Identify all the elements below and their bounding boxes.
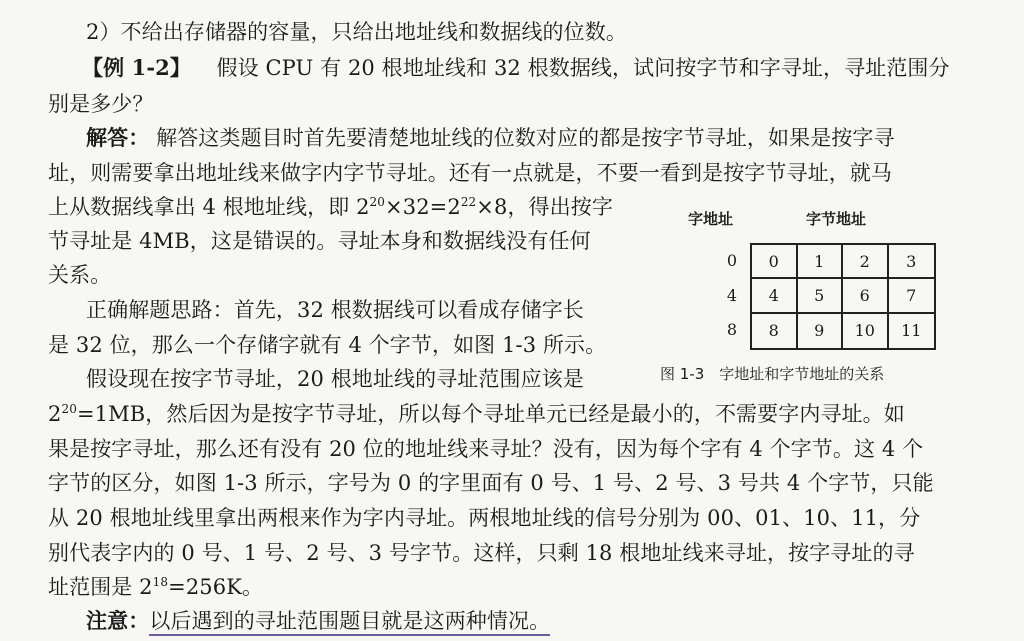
text-line-17-prefix: 址范围是 2 — [48, 575, 153, 599]
text-line-5 — [48, 155, 892, 191]
word-address-8: 8 — [726, 320, 738, 339]
text-line-1-content: 2）不给出存储器的容量，只给出地址线和数据线的位数。 — [86, 20, 627, 44]
answer-label: 解答： — [86, 125, 150, 150]
text-line-2 — [82, 50, 950, 86]
byte-cell: 7 — [889, 279, 935, 313]
byte-cell: 8 — [752, 314, 798, 348]
text-line-3 — [48, 86, 154, 122]
note-text: 以后遇到的寻址范围题目就是这两种情况。 — [149, 609, 550, 636]
text-line-18 — [86, 603, 550, 639]
byte-cell: 10 — [843, 314, 889, 348]
text-line-6-suffix: ×8，得出按字 — [476, 195, 613, 219]
superscript-20-b: 20 — [61, 402, 77, 416]
superscript-18: 18 — [152, 575, 169, 589]
text-line-5-content: 址，则需要拿出地址线来做字内字节寻址。还有一点就是，不要一看到是按字节寻址，就马 — [48, 161, 892, 185]
text-line-6-prefix: 上从数据线拿出 4 根地址线，即 2 — [48, 195, 370, 219]
text-line-3-content: 别是多少？ — [48, 92, 154, 116]
text-line-16-content: 别代表字内的 0 号、1 号、2 号、3 号字节。这样，只剩 18 根地址线来寻址，按字寻址的寻 — [48, 541, 915, 565]
text-line-12-base: 2 — [48, 402, 62, 426]
text-line-11 — [86, 361, 584, 397]
text-line-1 — [86, 14, 627, 50]
text-line-10-content: 是 32 位，那么一个存储字就有 4 个字节，如图 1-3 所示。 — [48, 333, 607, 357]
byte-cell: 0 — [752, 245, 798, 279]
figure-caption: 图 1-3 字地址和字节地址的关系 — [660, 365, 885, 383]
text-line-12 — [48, 396, 905, 432]
byte-cell: 6 — [843, 279, 889, 313]
example-label: 【例 1-2】 — [82, 55, 191, 80]
text-line-17-suffix: =256K。 — [168, 575, 264, 599]
note-label: 注意： — [86, 608, 150, 633]
byte-cell: 5 — [798, 279, 844, 313]
text-line-7 — [48, 223, 591, 259]
word-address-0: 0 — [726, 251, 738, 270]
text-line-8-content: 关系。 — [48, 263, 112, 287]
text-line-7-content: 节寻址是 4MB，这是错误的。寻址本身和数据线没有任何 — [48, 229, 591, 253]
superscript-20: 20 — [369, 195, 386, 209]
text-line-9 — [86, 292, 584, 328]
text-line-12-content: =1MB，然后因为是按字节寻址，所以每个寻址单元已经是最小的，不需要字内寻址。如 — [76, 402, 905, 426]
text-line-6 — [48, 189, 613, 225]
text-line-14-content: 字节的区分，如图 1-3 所示，字号为 0 的字里面有 0 号、1 号、2 号、3 号共 4 个字节，只能 — [48, 471, 934, 495]
byte-cell: 9 — [798, 314, 844, 348]
text-line-16 — [48, 535, 915, 571]
text-line-15-content: 从 20 根地址线里拿出两根来作为字内寻址。两根地址线的信号分别为 00、01、10、11，分 — [48, 506, 921, 530]
text-line-6-middle: ×32=2 — [385, 195, 461, 219]
text-line-11-content: 假设现在按字节寻址，20 根地址线的寻址范围应该是 — [86, 367, 584, 391]
text-line-8 — [48, 257, 111, 293]
text-line-13 — [48, 431, 923, 467]
text-line-13-content: 果是按字寻址，那么还有没有 20 位的地址线来寻址？没有，因为每个字有 4 个字节。这 4 个 — [48, 437, 924, 461]
text-line-4 — [86, 120, 895, 156]
text-line-10 — [48, 327, 606, 363]
superscript-22: 22 — [460, 195, 477, 209]
text-line-2-content: 假设 CPU 有 20 根地址线和 32 根数据线，试问按字节和字寻址，寻址范围分 — [216, 56, 950, 80]
text-line-17 — [48, 569, 263, 605]
word-byte-address-figure — [658, 208, 958, 388]
text-line-9-content: 正确解题思路：首先，32 根数据线可以看成存储字长 — [86, 298, 584, 322]
byte-cell: 4 — [752, 279, 798, 313]
byte-cell: 1 — [798, 245, 844, 279]
text-line-14 — [48, 465, 934, 501]
byte-cell: 11 — [901, 321, 922, 341]
byte-cell: 2 — [843, 245, 889, 279]
word-address-4: 4 — [726, 286, 738, 305]
byte-address-grid — [750, 243, 936, 350]
word-address-header: 字地址 — [688, 210, 734, 228]
byte-address-header: 字节地址 — [806, 210, 867, 228]
text-line-4-content: 解答这类题目时首先要清楚地址线的位数对应的都是按字节寻址，如果是按字寻 — [156, 126, 895, 150]
byte-cell: 3 — [889, 245, 935, 279]
text-line-15 — [48, 500, 920, 536]
